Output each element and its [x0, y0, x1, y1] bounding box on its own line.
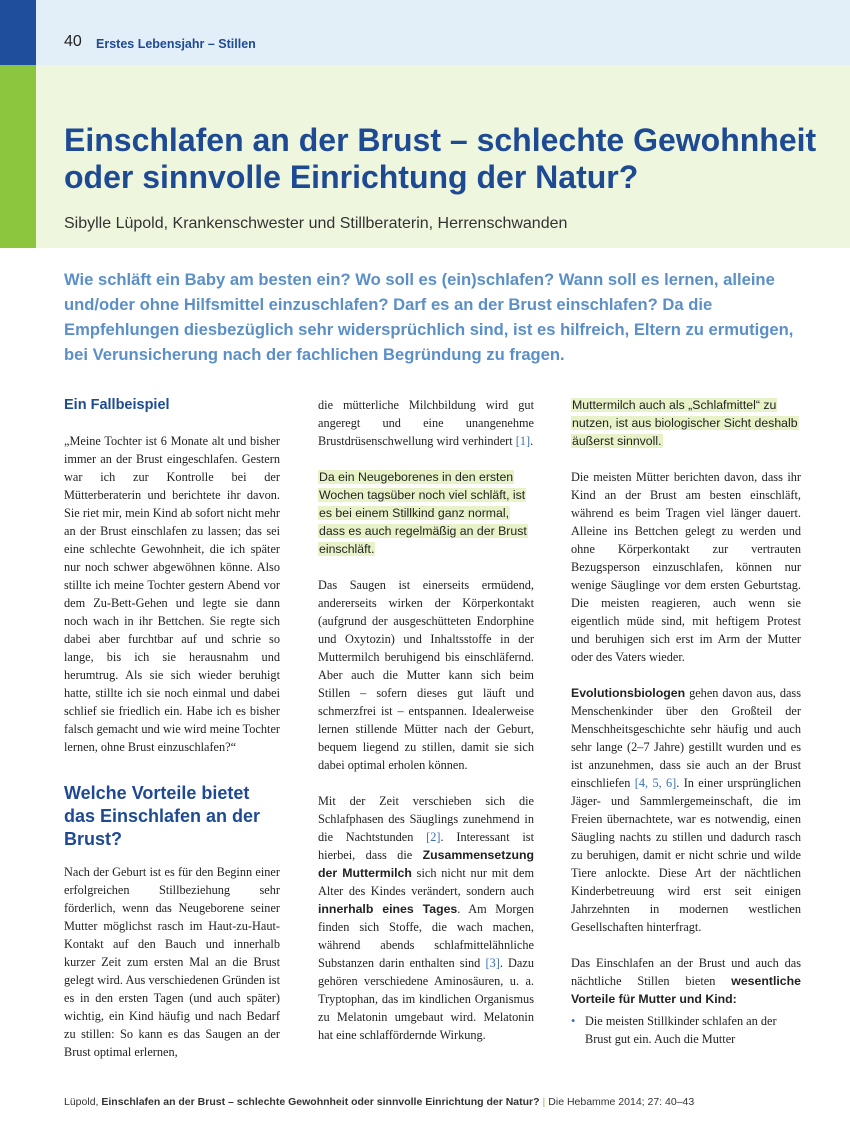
page-footer [64, 1096, 694, 1108]
paragraph-advantages-intro [571, 954, 801, 1008]
citation-ref: [4, 5, 6] [634, 776, 677, 790]
paragraph-text: die mütterliche Milchbildung wird gut angeregt und eine unangenehme Brustdrüsenschwellung wird verhindert [318, 398, 534, 448]
paragraph-milk-production: die mütterliche Milchbildung wird gut angeregt und eine unangenehme Brustdrüsenschwellung wird verhindert [1]. [318, 398, 534, 448]
paragraph-text: . Dazu gehören verschiedene Aminosäuren, u. a. Tryptophan, das im kindlichen Organismus zu Melatonin umgebaut wird. Melatonin hat eine schlaffördernde Wirkung. [318, 956, 534, 1042]
title-accent-bar [0, 65, 36, 248]
column-1 [64, 396, 280, 1079]
case-quote: „Meine Tochter ist 6 Monate alt und bisher immer an der Brust eingeschlafen. Gestern war ich zur Kontrolle bei der Mütterberaterin und berichtete ihr davon. Sie riet mir, mein Kind ab sofort nicht mehr an der Brust einschlafen zu lassen; das sei eine schlechte Gewohnheit, die ich später nur noch schwer abgewöhnen könne. Also stillte ich meine Tochter gestern Abend vor dem Zu-Bett-Gehen und legte sie dann noch wach in ihr Bettchen. Sie regte sich dabei aber furchtbar auf und schrie so lange, bis ich sie herausnahm und herumtrug. Als sie sich wieder beruhigt hatte, stillte ich sie noch einmal und dabei schlief sie friedlich ein. Habe ich es bisher falsch gemacht und wie wird meine Tochter lernen, ohne Brust einzuschlafen?“ [64, 434, 280, 754]
paragraph-text: . Interessant ist hierbei, dass die [318, 830, 534, 862]
bold-term: innerhalb eines Tages [318, 902, 458, 916]
paragraph-sucking: Das Saugen ist einerseits ermüdend, andererseits wirken der Körperkontakt (aufgrund der ausgeschütteten Endorphine und Oxytozin) und Inhaltsstoffe in der Muttermilch beruhigend bis einschläfernd. Aber auch die Mutter kann sich beim Stillen – sofern dieses gut läuft und schmerzfrei ist – entspannen. Idealerweise lernen stillende Mütter nach der Geburt, bequem liegend zu stillen, damit sie sich dabei optimal erholen können. [318, 578, 534, 772]
paragraph-text: gehen davon aus, dass Menschenkinder über den Großteil der Menschheitsgeschichte sehr häufig und auch sehr lange (2–7 Jahre) gestillt wurden und es ist anzunehmen, dass sie auch an der Brust einschliefen [571, 686, 802, 790]
header-band [0, 0, 850, 65]
column-2 [318, 396, 534, 1062]
bold-term: Evolutionsbiologen [571, 686, 686, 700]
bullet-dot-icon: • [571, 1014, 576, 1028]
paragraph-text: sich nicht nur mit dem Alter des Kindes verändert, sondern auch [318, 866, 535, 898]
highlight-text: Muttermilch auch als „Schlafmittel“ zu nutzen, ist aus biologischer Sicht deshalb äußerst sinnvoll. [572, 398, 798, 448]
article-author: Sibylle Lüpold, Krankenschwester und Stillberaterin, Herrenschwanden [64, 215, 568, 232]
citation-ref: [1] [515, 434, 531, 448]
paragraph-text: . In einer ursprünglichen Jäger- und Sammlergemeinschaft, die im Freien übernachtete, war es notwendig, einen Säugling nachts zu stillen und dadurch rasch zu beruhigen, damit er nicht schrie und wilde Tiere anlockte. Diese Art der nächtlichen Kinderbetreuung wird erst seit einigen Jahrzehnten in modernen westlichen Gesellschaften hinterfragt. [571, 776, 801, 934]
footer-separator: | [542, 1096, 546, 1108]
paragraph-sleep-phases [318, 792, 534, 1044]
article-lead: Wie schläft ein Baby am besten ein? Wo soll es (ein)schlafen? Wann soll es lernen, alleine und/oder ohne Hilfsmittel einzuschlafen? Darf es an der Brust einschlafen? Da die Empfehlungen diesbezüglich sehr widersprüchlich sind, ist es hilfreich, Eltern zu ermutigen, bei Verunsicherung nach der fachlichen Begründung zu fragen. [64, 270, 794, 364]
highlight-text: Da ein Neugeborenes in den ersten Wochen tagsüber noch viel schläft, ist es bei einem Stillkind ganz normal, dass es auch regelmäßig an der Brust einschläft. [319, 470, 527, 556]
footer-citation: Die Hebamme 2014; 27: 40–43 [548, 1096, 695, 1108]
header-accent-bar [0, 0, 36, 65]
highlight-box [571, 396, 801, 450]
running-head: Erstes Lebensjahr – Stillen [96, 37, 256, 51]
paragraph-evolution [571, 684, 801, 936]
paragraph-text: Mit der Zeit verschieben sich die Schlafphasen des Säuglings zunehmend in die Nachtstunden [318, 794, 534, 844]
bold-term: wesentliche Vorteile für Mutter und Kind: [571, 974, 801, 1006]
highlight-box [318, 468, 534, 558]
column-3 [571, 396, 801, 1048]
section-heading-case-study: Ein Fallbeispiel [64, 397, 170, 413]
page-number: 40 [64, 33, 82, 50]
footer-author: Lüpold, [64, 1096, 99, 1108]
paragraph-mothers-report: Die meisten Mütter berichten davon, dass ihr Kind an der Brust am besten einschläft, während es beim Tragen viel länger dauert. Alleine ins Bettchen gelegt zu werden und ohne Körperkontakt zur vertrauten Bezugsperson einzuschlafen, können nur wenige Säuglinge vor dem ersten Geburtstag. Die meisten reagieren, auch wenn sie eigentlich müde sind, mit heftigem Protest und beruhigen sich erst im Arm der Mutter oder des Vaters wieder. [571, 470, 801, 664]
citation-ref: [3] [485, 956, 500, 970]
article-title: Einschlafen an der Brust – schlechte Gewohnheit oder sinnvolle Einrichtung der Natur? [64, 122, 817, 195]
bullet-text: Die meisten Stillkinder schlafen an der Brust gut ein. Auch die Mutter [585, 1014, 777, 1046]
bullet-item [571, 1012, 801, 1048]
bold-term: Zusammensetzung der Muttermilch [318, 848, 534, 880]
citation-ref: [2] [426, 830, 441, 844]
paragraph-text: . Am Morgen finden sich Stoffe, die wach machen, während abends schlafmittelähnliche Substanzen darin enthalten sind [318, 902, 535, 970]
advantages-paragraph: Nach der Geburt ist es für den Beginn einer erfolgreichen Stillbeziehung sehr förderlich, wenn das Neugeborene seiner Mutter möglichst rasch im Haut-zu-Haut-Kontakt auf den Bauch und innerhalb kurzer Zeit zum ersten Mal an die Brust gelegt wird. Aus verschiedenen Gründen ist es in den ersten Tagen (und auch später) wichtig, ein Kind häufig und nach Bedarf zu stillen: So kann es das Saugen an der Brust optimal erlernen, [64, 865, 280, 1059]
section-heading-advantages: Welche Vorteile bietet das Einschlafen an der Brust? [64, 783, 261, 849]
paragraph-text: Das Einschlafen an der Brust und auch das nächtliche Stillen bieten [571, 956, 801, 988]
footer-title: Einschlafen an der Brust – schlechte Gewohnheit oder sinnvolle Einrichtung der Natur? [101, 1096, 540, 1108]
